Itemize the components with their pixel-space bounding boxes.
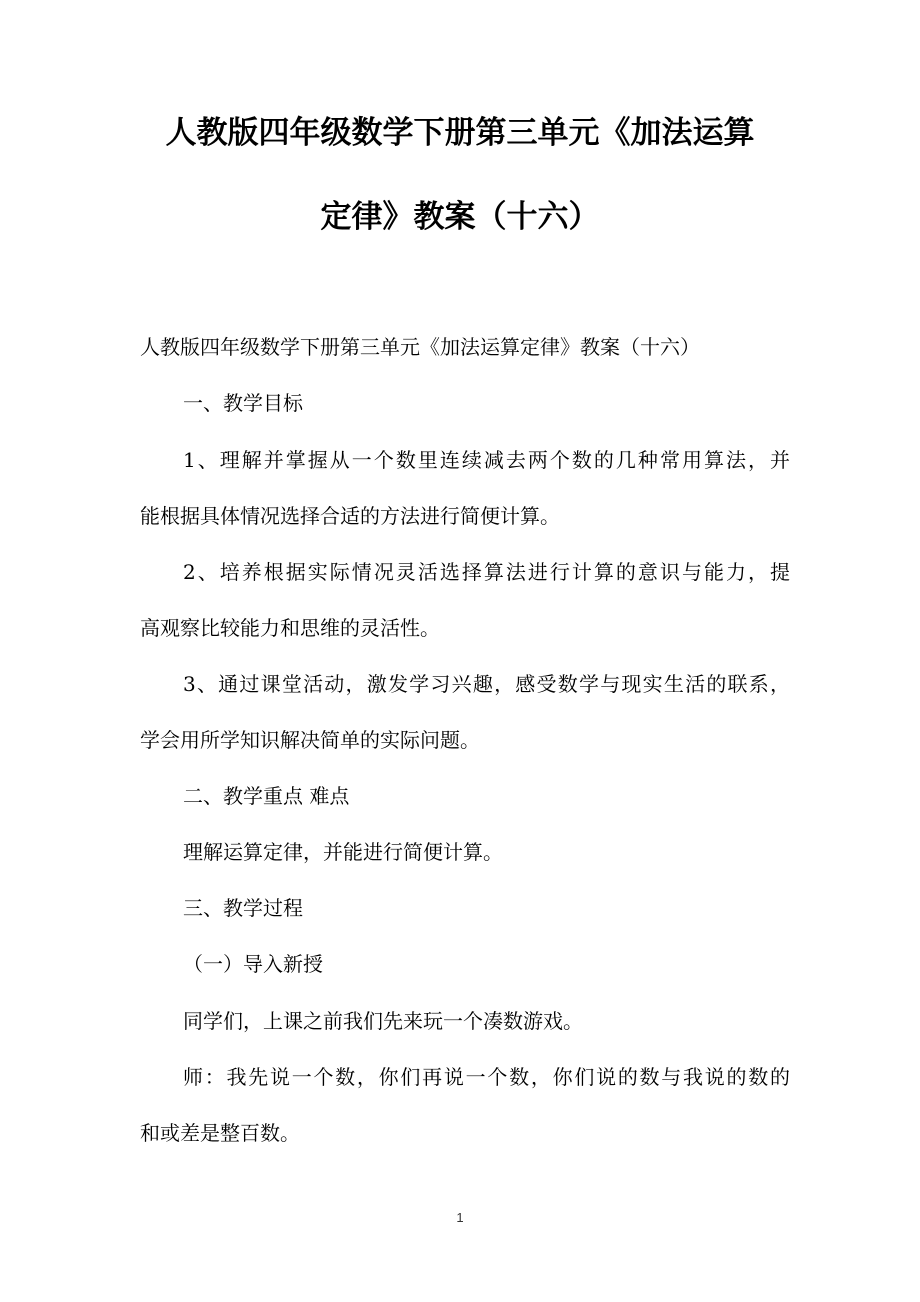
section-heading-process: 三、教学过程	[183, 896, 303, 920]
goal-3-line-2: 学会用所学知识解决简单的实际问题。	[140, 728, 480, 752]
document-title-line-1: 人教版四年级数学下册第三单元《加法运算	[165, 115, 755, 151]
goal-3-line-1: 3、通过课堂活动，激发学习兴趣，感受数学与现实生活的联系，	[183, 672, 790, 696]
section-heading-key-points: 二、教学重点 难点	[183, 784, 350, 808]
paragraph-intro-game: 同学们，上课之前我们先来玩一个凑数游戏。	[183, 1009, 583, 1033]
document-title-line-2: 定律》教案（十六）	[320, 199, 600, 235]
goal-2-line-2: 高观察比较能力和思维的灵活性。	[140, 616, 440, 640]
subsection-heading-intro: （一）导入新授	[183, 952, 323, 976]
key-point-text: 理解运算定律，并能进行简便计算。	[183, 840, 503, 864]
paragraph-teacher-line-1: 师：我先说一个数，你们再说一个数，你们说的数与我说的数的	[183, 1065, 790, 1089]
document-subtitle: 人教版四年级数学下册第三单元《加法运算定律》教案（十六）	[140, 335, 700, 359]
goal-1-line-1: 1、理解并掌握从一个数里连续减去两个数的几种常用算法，并	[183, 448, 790, 472]
section-heading-objectives: 一、教学目标	[183, 391, 303, 415]
goal-1-line-2: 能根据具体情况选择合适的方法进行简便计算。	[140, 504, 560, 528]
page-number: 1	[456, 1210, 464, 1225]
paragraph-teacher-line-2: 和或差是整百数。	[140, 1121, 300, 1145]
goal-2-line-1: 2、培养根据实际情况灵活选择算法进行计算的意识与能力，提	[183, 560, 790, 584]
